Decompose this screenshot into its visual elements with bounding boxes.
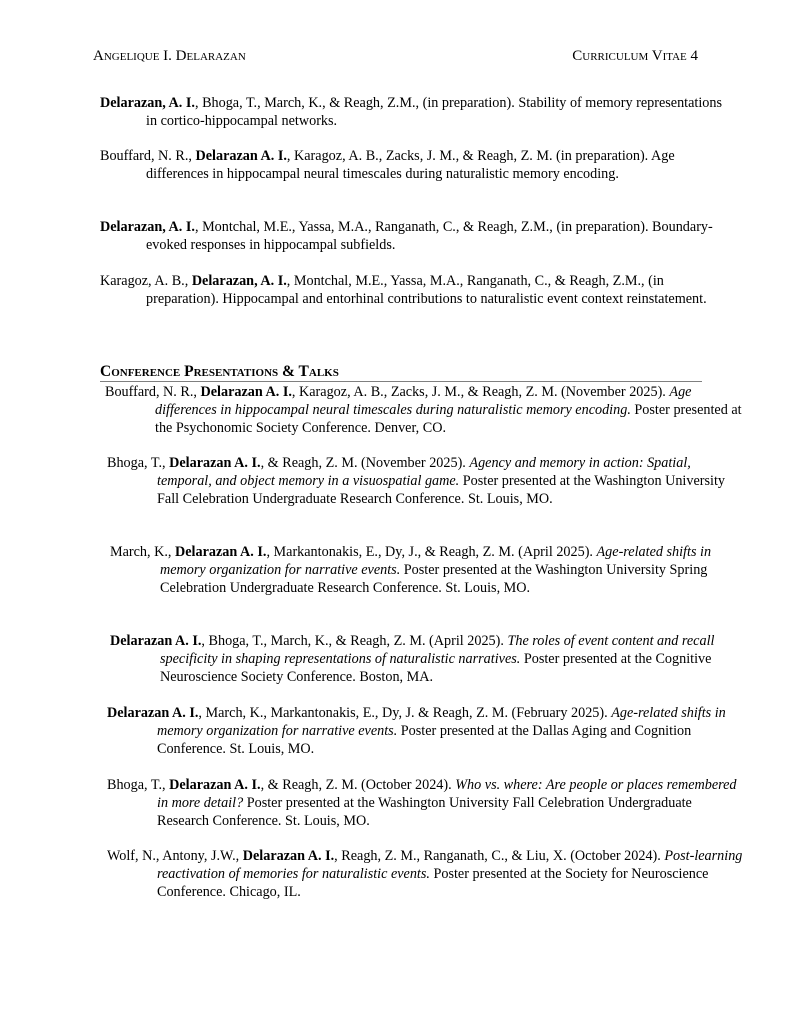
publication-entry [100,148,736,184]
author-highlight: Delarazan A. I. [169,455,261,471]
author-highlight: Delarazan A. I. [169,777,261,793]
citation-text: Poster presented at the Washington University Fall Celebration Undergraduate Research Conference. St. Louis, MO. [157,472,725,507]
citation-text: Poster presented at the Washington University Spring Celebration Undergraduate Research Conference. St. Louis, MO. [160,561,708,596]
publication-entry [100,95,736,131]
citation-text: , Bhoga, T., March, K., & Reagh, Z.M., (in preparation). Stability of memory representations in cortico-hippocampal networks. [146,95,723,129]
publication-entry [100,273,736,309]
citation-text: , Karagoz, A. B., Zacks, J. M., & Reagh, Z. M. (in preparation). Age differences in hippocampal neural timescales during naturalistic memory encoding. [146,148,675,182]
author-highlight: Delarazan A. I. [107,705,199,721]
citation-text: Poster presented at the Psychonomic Society Conference. Denver, CO. [155,401,742,436]
citation-text: Poster presented at the Cognitive Neuroscience Society Conference. Boston, MA. [160,650,712,685]
author-highlight: Delarazan A. I. [200,384,292,400]
author-highlight: Delarazan A. I. [242,848,335,864]
citation-text: Bhoga, T., [107,777,170,793]
header-author-name: Angelique I. Delarazan [93,48,246,64]
citation-text: Poster presented at the Dallas Aging and Cognition Conference. St. Louis, MO. [157,722,692,757]
work-title: Age-related shifts in memory organization for narrative events. [157,705,726,739]
section-heading-conference-talks: Conference Presentations & Talks [100,363,339,380]
citation-text: , Bhoga, T., March, K., & Reagh, Z. M. (April 2025). [201,633,508,649]
work-title: Age differences in hippocampal neural timescales during naturalistic memory encoding. [155,384,692,418]
citation-text: , Montchal, M.E., Yassa, M.A., Ranganath, C., & Reagh, Z.M., (in preparation). Boundary-evoked responses in hippocampal subfields. [146,219,713,253]
talk-entry [107,455,747,508]
publication-entry [100,219,736,255]
work-title: Age-related shifts in memory organization for narrative events. [160,544,712,578]
work-title: Who vs. where: Are people or places remembered in more detail? [157,777,737,811]
author-highlight: Delarazan A. I. [110,633,202,649]
author-highlight: Delarazan A. I. [195,148,287,164]
citation-text: Poster presented at the Society for Neuroscience Conference. Chicago, IL. [157,865,709,900]
author-highlight: Delarazan A. I. [175,544,267,560]
citation-text: Wolf, N., Antony, J.W., [107,848,243,864]
citation-text: , Reagh, Z. M., Ranganath, C., & Liu, X. (October 2024). [334,848,665,864]
citation-text: , Karagoz, A. B., Zacks, J. M., & Reagh, Z. M. (November 2025). [291,384,670,400]
talk-entry [107,705,747,758]
citation-text: , & Reagh, Z. M. (November 2025). [260,455,470,471]
author-highlight: Delarazan, A. I. [191,273,287,289]
citation-text: , Montchal, M.E., Yassa, M.A., Ranganath, C., & Reagh, Z.M., (in preparation). Hippocampal and entorhinal contributions to naturalistic event context reinstatement. [146,273,707,307]
talk-entry [110,633,750,686]
talk-entry [107,777,747,830]
header-page-label: Curriculum Vitae 4 [572,48,698,64]
running-header [93,46,698,66]
citation-text: , & Reagh, Z. M. (October 2024). [260,777,456,793]
talk-entry [110,544,750,597]
citation-text: , March, K., Markantonakis, E., Dy, J. & Reagh, Z. M. (February 2025). [198,705,612,721]
citation-text: Poster presented at the Washington University Fall Celebration Undergraduate Research Conference. St. Louis, MO. [157,794,692,829]
author-highlight: Delarazan, A. I. [100,95,195,111]
citation-text: Karagoz, A. B., [100,273,192,289]
citation-text: Bhoga, T., [107,455,170,471]
talk-entry [107,848,747,901]
citation-text: Bouffard, N. R., [100,148,196,164]
work-title: The roles of event content and recall specificity in shaping representations of naturalistic narratives. [160,633,715,667]
work-title: Post-learning reactivation of memories for naturalistic events. [157,848,743,882]
work-title: Agency and memory in action: Spatial, temporal, and object memory in a visuospatial game. [157,455,691,489]
author-highlight: Delarazan, A. I. [100,219,195,235]
section-divider [100,381,702,382]
talk-entry [105,384,745,437]
citation-text: Bouffard, N. R., [105,384,201,400]
citation-text: , Markantonakis, E., Dy, J., & Reagh, Z. M. (April 2025). [266,544,597,560]
citation-text: March, K., [110,544,176,560]
